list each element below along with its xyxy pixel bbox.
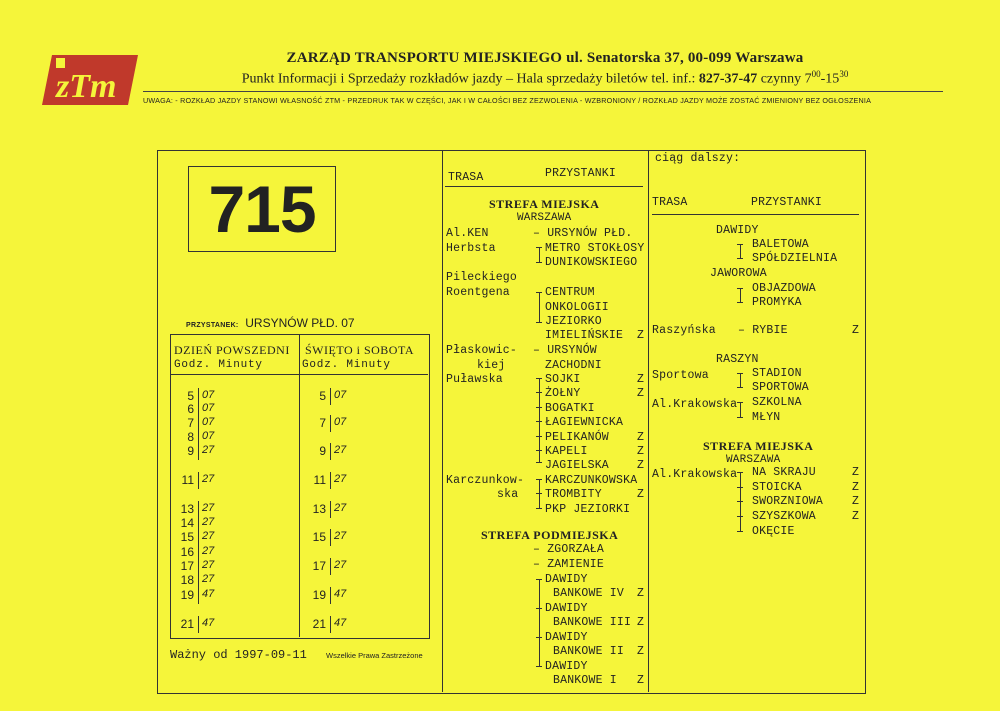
route-bracket bbox=[740, 244, 741, 258]
hour-cell: 21 bbox=[180, 617, 194, 631]
stop-name: BALETOWA bbox=[752, 238, 809, 251]
hour-cell: 11 bbox=[313, 473, 326, 487]
bracket-tick bbox=[737, 387, 743, 388]
bracket-tick bbox=[536, 421, 542, 422]
hour-cell: 17 bbox=[312, 559, 326, 573]
request-stop-mark: Z bbox=[637, 373, 644, 386]
col2-head-rule bbox=[445, 186, 643, 187]
stop-name: ŁAGIEWNICKA bbox=[545, 416, 624, 429]
request-stop-mark: Z bbox=[637, 674, 644, 687]
hour-cell: 16 bbox=[180, 545, 194, 559]
hour-minute-divider bbox=[330, 388, 331, 405]
bracket-tick bbox=[536, 407, 542, 408]
stop-name: OBJAZDOWA bbox=[752, 282, 816, 295]
hour-cell: 9 bbox=[319, 444, 326, 458]
col3-head-rule bbox=[652, 214, 859, 215]
bracket-tick bbox=[737, 501, 743, 502]
bracket-tick bbox=[536, 666, 542, 667]
hour-minute-divider bbox=[330, 587, 331, 604]
street-name: Karczunkow- bbox=[446, 474, 525, 487]
minute-cell: 27 bbox=[202, 502, 215, 514]
town-name: JAWOROWA bbox=[710, 267, 767, 280]
stop-name: METRO STOKŁOSY bbox=[545, 242, 645, 255]
svg-text:zTm: zTm bbox=[56, 68, 117, 105]
minute-cell: 07 bbox=[334, 416, 347, 428]
stop-name: DAWIDY bbox=[545, 602, 588, 615]
route-number-box bbox=[188, 166, 336, 252]
stop-name: DUNIKOWSKIEGO bbox=[545, 256, 638, 269]
minute-cell: 47 bbox=[202, 588, 215, 600]
col2-strefa-podmiejska: STREFA PODMIEJSKA bbox=[481, 528, 619, 542]
bracket-tick bbox=[536, 247, 542, 248]
route-bracket bbox=[740, 402, 741, 417]
town-name: DAWIDY bbox=[716, 224, 759, 237]
stop-name: ONKOLOGII bbox=[545, 301, 609, 314]
col3-head-przystanki: PRZYSTANKI bbox=[751, 196, 823, 209]
hour-cell: 7 bbox=[319, 416, 326, 430]
stop-name: KARCZUNKOWSKA bbox=[545, 474, 638, 487]
request-stop-mark: Z bbox=[852, 481, 859, 494]
request-stop-mark: Z bbox=[637, 329, 644, 342]
bracket-tick bbox=[737, 258, 743, 259]
hour-minute-divider bbox=[330, 415, 331, 432]
hour-minute-divider bbox=[198, 616, 199, 633]
request-stop-mark: Z bbox=[637, 431, 644, 444]
weekday-subheader: Godz. Minuty bbox=[174, 359, 263, 371]
stop-name: MŁYN bbox=[752, 411, 781, 424]
bracket-tick bbox=[536, 262, 542, 263]
street-name: Al.Krakowska bbox=[652, 398, 738, 411]
hour-minute-divider bbox=[198, 472, 199, 489]
bracket-tick bbox=[536, 637, 542, 638]
stop-name: DAWIDY bbox=[545, 631, 588, 644]
request-stop-mark: Z bbox=[852, 510, 859, 523]
hour-cell: 13 bbox=[312, 502, 326, 516]
bracket-tick bbox=[737, 516, 743, 517]
hour-cell: 5 bbox=[319, 389, 326, 403]
minute-cell: 27 bbox=[334, 473, 347, 485]
hour-cell: 13 bbox=[180, 502, 194, 516]
continued-label: ciąg dalszy: bbox=[655, 152, 741, 165]
hour-minute-divider bbox=[330, 616, 331, 633]
col2-head-trasa: TRASA bbox=[448, 171, 484, 184]
request-stop-mark: Z bbox=[637, 459, 644, 472]
stop-name: NA SKRAJU bbox=[752, 466, 816, 479]
org-header: ZARZĄD TRANSPORTU MIEJSKIEGO ul. Senatorska 37, 00-099 Warszawa bbox=[286, 50, 804, 66]
stop-name: SOJKI bbox=[545, 373, 581, 386]
request-stop-mark: Z bbox=[852, 466, 859, 479]
street-name: Puławska bbox=[446, 373, 503, 386]
hour-cell: 15 bbox=[312, 530, 326, 544]
route-bracket bbox=[539, 292, 540, 322]
town-name: RASZYN bbox=[716, 353, 759, 366]
stop-name: JAGIELSKA bbox=[545, 459, 609, 472]
col3-head-trasa: TRASA bbox=[652, 196, 688, 209]
stop-name: OKĘCIE bbox=[752, 525, 795, 538]
holiday-subheader: Godz. Minuty bbox=[302, 359, 391, 371]
street-name: ska bbox=[497, 488, 519, 501]
stop-name: SPORTOWA bbox=[752, 381, 809, 394]
bracket-tick bbox=[536, 579, 542, 580]
route-bracket bbox=[740, 373, 741, 387]
minute-cell: 47 bbox=[202, 617, 215, 629]
bracket-tick bbox=[536, 608, 542, 609]
hour-cell: 21 bbox=[312, 617, 326, 631]
rights-notice: Wszelkie Prawa Zastrzeżone bbox=[326, 651, 423, 660]
bracket-tick bbox=[737, 417, 743, 418]
holiday-title: ŚWIĘTO i SOBOTA bbox=[305, 343, 414, 357]
street-name: Raszyńska bbox=[652, 324, 716, 337]
route-bracket bbox=[539, 579, 540, 666]
street-name: Roentgena bbox=[446, 286, 510, 299]
stop-label: PRZYSTANEK: URSYNÓW PŁD. 07 bbox=[186, 316, 355, 330]
bracket-tick bbox=[737, 244, 743, 245]
hour-minute-divider bbox=[198, 587, 199, 604]
bracket-tick bbox=[536, 378, 542, 379]
minute-cell: 27 bbox=[202, 559, 215, 571]
stop-name: BANKOWE II bbox=[553, 645, 625, 658]
column-divider bbox=[442, 150, 443, 692]
request-stop-mark: Z bbox=[637, 616, 644, 629]
bracket-tick bbox=[737, 402, 743, 403]
bracket-tick bbox=[737, 531, 743, 532]
stop-name: SZKOLNA bbox=[752, 396, 802, 409]
hour-cell: 5 bbox=[187, 389, 194, 403]
stop-name: BANKOWE III bbox=[553, 616, 632, 629]
strefa-miejska-label: STREFA MIEJSKA bbox=[703, 439, 814, 453]
minute-cell: 27 bbox=[202, 573, 215, 585]
request-stop-mark: Z bbox=[637, 645, 644, 658]
minute-cell: 47 bbox=[334, 617, 347, 629]
info-line: Punkt Informacji i Sprzedaży rozkładów jazdy – Hala sprzedaży biletów tel. inf.: 827-37-47 czynny $7^{00}-15^{30}$ bbox=[241, 69, 849, 87]
hour-cell: 7 bbox=[187, 416, 194, 430]
hour-cell: 19 bbox=[180, 588, 194, 602]
bracket-tick bbox=[536, 392, 542, 393]
route-bracket bbox=[740, 288, 741, 302]
minute-cell: 27 bbox=[334, 444, 347, 456]
weekday-title: DZIEŃ POWSZEDNI bbox=[174, 343, 290, 357]
hour-minute-divider bbox=[330, 472, 331, 489]
request-stop-mark: Z bbox=[637, 587, 644, 600]
minute-cell: 27 bbox=[334, 530, 347, 542]
bracket-tick bbox=[536, 508, 542, 509]
hour-minute-divider bbox=[198, 443, 199, 460]
minute-cell: 27 bbox=[202, 444, 215, 456]
street-name: Płaskowic- bbox=[446, 344, 518, 357]
minute-cell: 27 bbox=[202, 473, 215, 485]
stop-name: URSYNÓW PŁD. 07 bbox=[245, 316, 355, 330]
minute-cell: 47 bbox=[334, 588, 347, 600]
bracket-tick bbox=[536, 493, 542, 494]
stop-name: PKP JEZIORKI bbox=[545, 503, 631, 516]
hour-cell: 17 bbox=[180, 559, 194, 573]
request-stop-mark: Z bbox=[637, 445, 644, 458]
minute-cell: 27 bbox=[202, 545, 215, 557]
route-bracket bbox=[539, 247, 540, 262]
hour-cell: 15 bbox=[180, 530, 194, 544]
warning-text: UWAGA: - ROZKŁAD JAZDY STANOWI WŁASNOŚĆ ZTM - PRZEDRUK TAK W CZĘŚCI, JAK I W CAŁOŚCI BEZ ZEZWOLENIA - WZBRONIONY / ROZKŁAD JAZDY MOŻE ZOSTAĆ ZMIENIONY BEZ OGŁOSZENIA bbox=[143, 96, 872, 105]
stop-name: DAWIDY bbox=[545, 660, 588, 673]
col2-strefa-miejska: STREFA MIEJSKA bbox=[489, 197, 600, 211]
hour-minute-divider bbox=[330, 501, 331, 518]
hour-cell: 18 bbox=[180, 573, 194, 587]
stop-name: PELIKANÓW bbox=[545, 431, 609, 444]
street-name: Al.KEN bbox=[446, 227, 489, 240]
bracket-tick bbox=[737, 373, 743, 374]
minute-cell: 27 bbox=[334, 502, 347, 514]
stop-name: ZACHODNI bbox=[545, 359, 602, 372]
header-divider bbox=[143, 91, 943, 92]
stop-name: DAWIDY bbox=[545, 573, 588, 586]
hour-cell: 14 bbox=[180, 516, 194, 530]
minute-cell: 27 bbox=[334, 559, 347, 571]
street-name: kiej bbox=[477, 359, 506, 372]
stop-name: – RYBIE bbox=[738, 324, 788, 337]
col2-warszawa: WARSZAWA bbox=[517, 212, 572, 224]
stop-name: – URSYNÓW PŁD. bbox=[533, 227, 633, 240]
stop-name: CENTRUM bbox=[545, 286, 595, 299]
hour-cell: 19 bbox=[312, 588, 326, 602]
minute-cell: 07 bbox=[202, 389, 215, 401]
stop-name: STOICKA bbox=[752, 481, 802, 494]
valid-from: Ważny od 1997-09-11 bbox=[170, 648, 307, 662]
bracket-tick bbox=[737, 472, 743, 473]
hour-cell: 6 bbox=[187, 402, 194, 416]
request-stop-mark: Z bbox=[637, 387, 644, 400]
timetable-header-rule bbox=[170, 374, 428, 375]
stop-name: BANKOWE I bbox=[553, 674, 617, 687]
minute-cell: 27 bbox=[202, 530, 215, 542]
street-name: Al.Krakowska bbox=[652, 468, 738, 481]
request-stop-mark: Z bbox=[852, 324, 859, 337]
bracket-tick bbox=[536, 479, 542, 480]
col2-head-przystanki: PRZYSTANKI bbox=[545, 167, 617, 180]
ztm-logo bbox=[42, 55, 138, 105]
stop-name: SPÓŁDZIELNIA bbox=[752, 252, 838, 265]
hour-cell: 8 bbox=[187, 430, 194, 444]
hour-minute-divider bbox=[330, 558, 331, 575]
stop-name: KAPELI bbox=[545, 445, 588, 458]
town-name: WARSZAWA bbox=[726, 454, 781, 466]
stop-name: STADION bbox=[752, 367, 802, 380]
bracket-tick bbox=[536, 292, 542, 293]
street-name: Pileckiego bbox=[446, 271, 518, 284]
stop-name: TROMBITY bbox=[545, 488, 602, 501]
bracket-tick bbox=[536, 462, 542, 463]
minute-cell: 07 bbox=[202, 416, 215, 428]
route-number: 715 bbox=[208, 172, 316, 246]
minute-cell: 27 bbox=[202, 516, 215, 528]
stop-name: BANKOWE IV bbox=[553, 587, 625, 600]
hour-cell: 11 bbox=[181, 473, 194, 487]
column-divider bbox=[648, 150, 649, 692]
bracket-tick bbox=[737, 302, 743, 303]
stop-name: ŻOŁNY bbox=[545, 387, 581, 400]
stop-name: – ZGORZAŁA bbox=[533, 543, 605, 556]
stop-name: SWORZNIOWA bbox=[752, 495, 824, 508]
stop-name: IMIELIŃSKIE bbox=[545, 329, 624, 342]
minute-cell: 07 bbox=[334, 389, 347, 401]
stop-name: PROMYKA bbox=[752, 296, 802, 309]
bracket-tick bbox=[737, 487, 743, 488]
bracket-tick bbox=[536, 322, 542, 323]
minute-cell: 07 bbox=[202, 402, 215, 414]
stop-name: BOGATKI bbox=[545, 402, 595, 415]
minute-cell: 07 bbox=[202, 430, 215, 442]
stop-name: – URSYNÓW bbox=[533, 344, 597, 357]
street-name: Herbsta bbox=[446, 242, 496, 255]
bracket-tick bbox=[737, 288, 743, 289]
street-name: Sportowa bbox=[652, 369, 709, 382]
stop-name: – ZAMIENIE bbox=[533, 558, 605, 571]
hour-cell: 9 bbox=[187, 444, 194, 458]
hour-minute-divider bbox=[330, 443, 331, 460]
bracket-tick bbox=[536, 436, 542, 437]
request-stop-mark: Z bbox=[852, 495, 859, 508]
request-stop-mark: Z bbox=[637, 488, 644, 501]
bracket-tick bbox=[536, 450, 542, 451]
hour-minute-divider bbox=[330, 529, 331, 546]
stop-name: SZYSZKOWA bbox=[752, 510, 816, 523]
stop-name: JEZIORKO bbox=[545, 315, 602, 328]
